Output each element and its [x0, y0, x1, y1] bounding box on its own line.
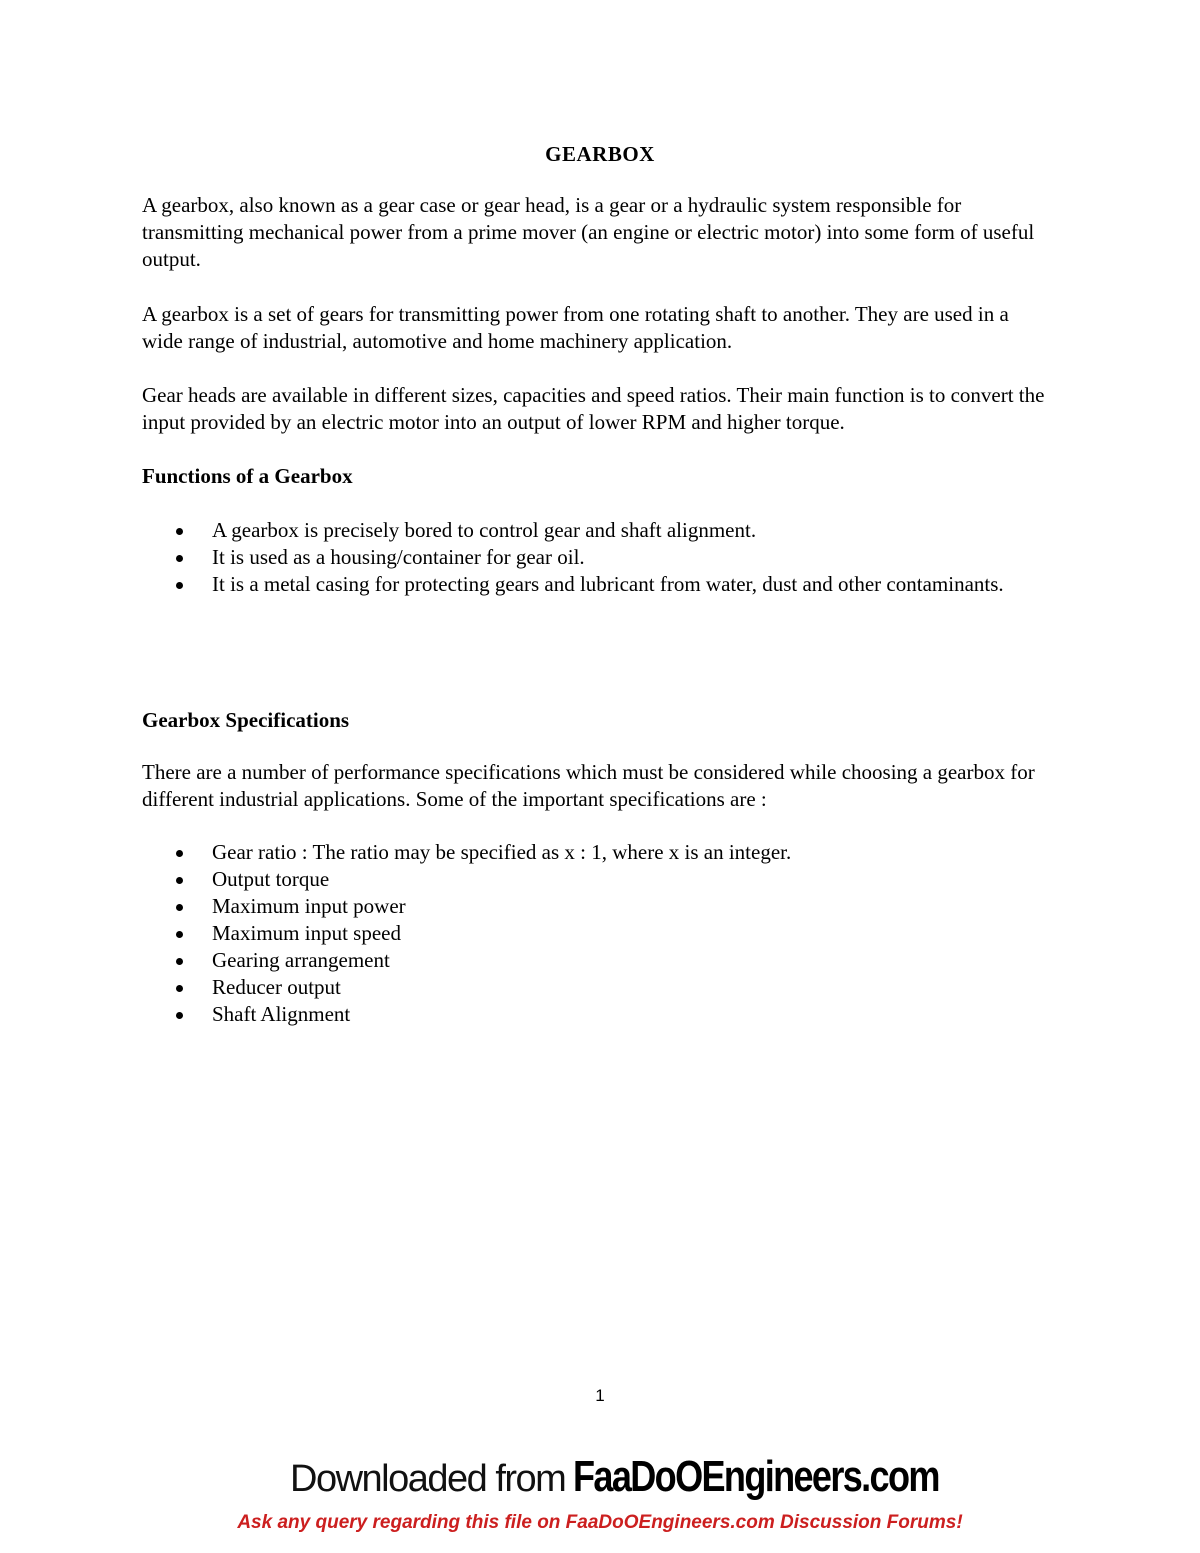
page-number: 1	[595, 1386, 605, 1405]
definition-paragraph: A gearbox is a set of gears for transmitting power from one rotating shaft to another. They are used in a wide range of industrial, automotive and home machinery application.	[142, 302, 1009, 353]
list-item	[142, 920, 1022, 947]
bullet-icon	[176, 582, 183, 589]
document-title: GEARBOX	[545, 142, 655, 166]
list-item-text: A gearbox is precisely bored to control gear and shaft alignment.	[212, 518, 757, 542]
list-item	[142, 974, 1022, 1001]
functions-list	[142, 517, 1022, 598]
bullet-icon	[176, 931, 183, 938]
list-item	[142, 947, 1022, 974]
list-item-text: Shaft Alignment	[212, 1002, 351, 1026]
list-item-text: Gear ratio : The ratio may be specified as x : 1, where x is an integer.	[212, 840, 792, 864]
list-item	[142, 571, 1022, 598]
list-item	[142, 544, 1022, 571]
list-item-text: Maximum input power	[212, 894, 406, 918]
list-item	[142, 866, 1022, 893]
bullet-icon	[176, 958, 183, 965]
specs-intro-paragraph: There are a number of performance specifications which must be considered while choosing a gearbox for different industrial applications. Some of the important specifications are :	[142, 760, 1035, 811]
list-item-text: Output torque	[212, 867, 330, 891]
bullet-icon	[176, 528, 183, 535]
list-item	[142, 1001, 1022, 1028]
list-item-text: Reducer output	[212, 975, 341, 999]
bullet-icon	[176, 985, 183, 992]
specs-heading: Gearbox Specifications	[142, 708, 350, 732]
footer-brand-logo[interactable]: FaaDoOEngineers.com	[573, 1452, 940, 1501]
footer-banner[interactable]	[290, 1452, 940, 1512]
bullet-icon	[176, 877, 183, 884]
footer-downloaded-text: Downloaded from	[290, 1458, 566, 1500]
list-item-text: It is used as a housing/container for gear oil.	[212, 545, 585, 569]
specs-list	[142, 839, 1022, 1028]
footer-tagline[interactable]: Ask any query regarding this file on FaaDoOEngineers.com Discussion Forums!	[237, 1512, 963, 1533]
list-item-text: It is a metal casing for protecting gears and lubricant from water, dust and other contaminants.	[212, 572, 1004, 596]
list-item-text: Maximum input speed	[212, 921, 401, 945]
list-item	[142, 893, 1022, 920]
list-item	[142, 517, 1022, 544]
bullet-icon	[176, 555, 183, 562]
intro-paragraph: A gearbox, also known as a gear case or gear head, is a gear or a hydraulic system responsible for transmitting mechanical power from a prime mover (an engine or electric motor) into some form of useful output.	[142, 193, 1035, 271]
bullet-icon	[176, 1012, 183, 1019]
gear-heads-paragraph: Gear heads are available in different sizes, capacities and speed ratios. Their main function is to convert the input provided by an electric motor into an output of lower RPM and higher torque.	[142, 383, 1045, 434]
list-item	[142, 839, 1022, 866]
bullet-icon	[176, 904, 183, 911]
bullet-icon	[176, 850, 183, 857]
list-item-text: Gearing arrangement	[212, 948, 390, 972]
functions-heading: Functions of a Gearbox	[142, 464, 353, 488]
